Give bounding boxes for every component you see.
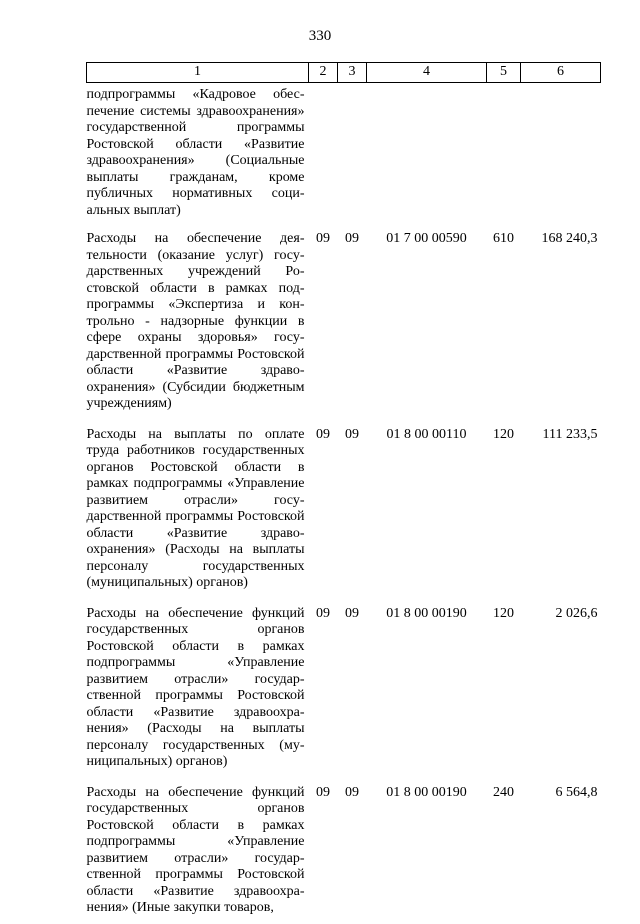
- row-description: подпрограммы «Кадровое обеспечение системы здравоохранения» государственной программы Ростовской области «Развитие здравоохранения» (Социальные выплаты гражданам, кроме публичных нормативных социальных выплат): [86, 87, 305, 218]
- budget-table: [86, 62, 601, 924]
- row-expense-type: 240: [493, 784, 514, 800]
- table-header-row: [87, 63, 601, 83]
- column-header: 6: [521, 63, 601, 83]
- row-expense-type: [487, 83, 521, 225]
- row-amount: 2 026,6: [555, 605, 598, 621]
- row-subsection: 09: [345, 231, 359, 246]
- column-header: 5: [487, 63, 521, 83]
- row-amount: 168 240,3: [541, 231, 598, 246]
- row-section: 09: [316, 426, 330, 442]
- row-target-article: 01 8 00 00190: [386, 784, 467, 800]
- row-section: [309, 83, 338, 225]
- row-description: Расходы на обеспечение деятельности (оказание услуг) государственных учреждений Ростовской области в рамках подпрограммы «Экспертиза и контрольно - надзорные функции в сфере охраны здоровья» государственной программы Ростовской области «Развитие здравоохранения» (Субсидии бюджетным учреждениям): [86, 231, 305, 411]
- row-subsection: 09: [345, 426, 359, 442]
- row-expense-type: 120: [493, 426, 514, 442]
- column-header: 2: [309, 63, 338, 83]
- row-target-article: 01 7 00 00590: [386, 231, 467, 246]
- row-amount: 111 233,5: [542, 426, 598, 442]
- column-header: 1: [87, 63, 309, 83]
- row-expense-type: 120: [493, 605, 514, 621]
- row-section: 09: [316, 231, 330, 246]
- row-target-article: 01 8 00 00110: [386, 426, 467, 442]
- row-section: 09: [316, 784, 330, 800]
- row-expense-type: 610: [493, 231, 514, 246]
- row-description: Расходы на обеспечение функций государственных органов Ростовской области в рамках подпрограммы «Управление развитием отрасли» государственной программы Ростовской области «Развитие здравоохранения» (Иные закупки товаров,: [86, 784, 305, 915]
- row-subsection: 09: [345, 605, 359, 621]
- row-subsection: [338, 83, 367, 225]
- column-header: 3: [338, 63, 367, 83]
- row-amount: [521, 83, 601, 225]
- row-section: 09: [316, 605, 330, 621]
- table-row: [87, 224, 601, 420]
- row-description: Расходы на обеспечение функций государственных органов Ростовской области в рамках подпрограммы «Управление развитием отрасли» государственной программы Ростовской области «Развитие здравоохранения» (Расходы на выплаты персоналу государственных (муниципальных) органов): [86, 605, 305, 769]
- row-target-article: [367, 83, 487, 225]
- page-number: 330: [308, 28, 332, 44]
- row-target-article: 01 8 00 00190: [386, 605, 467, 621]
- column-header: 4: [367, 63, 487, 83]
- table-row: [87, 778, 601, 924]
- table-row: [87, 420, 601, 599]
- table-row: [87, 599, 601, 778]
- table-row: [87, 83, 601, 225]
- row-amount: 6 564,8: [555, 784, 598, 800]
- row-subsection: 09: [345, 784, 359, 800]
- row-description: Расходы на выплаты по оплате труда работников государственных органов Ростовской области в рамках подпрограммы «Управление развитием отрасли» государственной программы Ростовской области «Развитие здравоохранения» (Расходы на выплаты персоналу государственных (муниципальных) органов): [86, 426, 305, 590]
